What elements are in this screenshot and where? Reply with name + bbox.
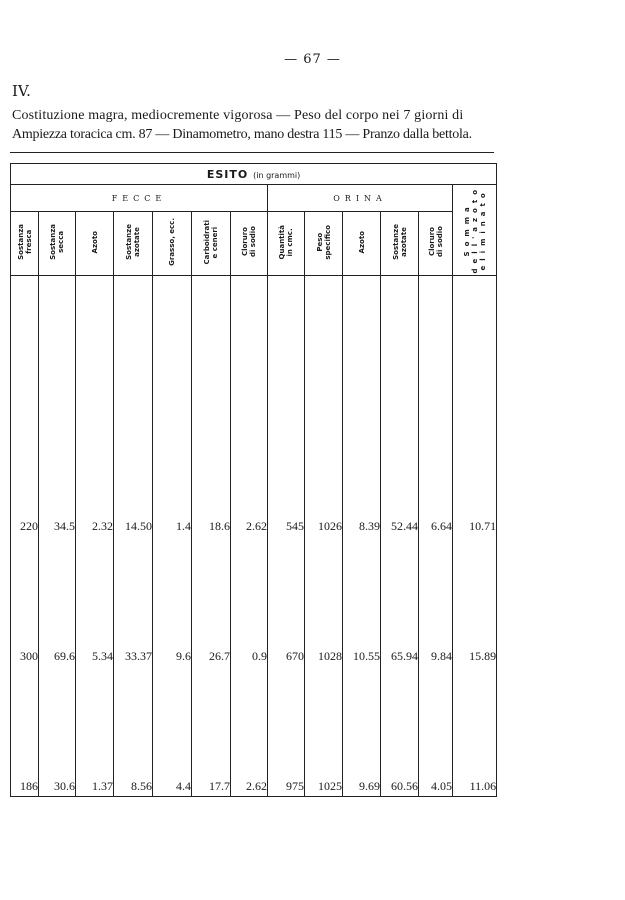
table-cell: 52.44 <box>381 276 419 539</box>
description-line-2: Ampiezza toracica cm. 87 — Dinamometro, mano destra 115 — Pranzo dalla bettola. <box>12 127 472 142</box>
col-header-9: Azoto <box>343 212 381 276</box>
table-cell: 10.55 <box>343 538 381 668</box>
section-number: IV. <box>12 82 31 100</box>
table-cell: 8.56 <box>114 668 153 797</box>
esito-table <box>10 163 497 797</box>
table-cell: 186 <box>11 668 39 797</box>
table-cell: 1.37 <box>76 668 114 797</box>
table-cell: 15.89 <box>453 538 497 668</box>
col-header-5: Carboidrati e ceneri <box>192 212 231 276</box>
table-cell: 26.7 <box>192 538 231 668</box>
col-header-10: Sostanze azotate <box>381 212 419 276</box>
table-cell: 14.50 <box>114 276 153 539</box>
page-number: — 67 — <box>284 52 341 67</box>
table-cell: 33.37 <box>114 538 153 668</box>
header-esito-row <box>11 164 497 185</box>
table-cell: 220 <box>11 276 39 539</box>
table-cell: 4.05 <box>419 668 453 797</box>
esito-title: ESITO (in grammi) <box>11 164 497 185</box>
col-header-0: Sostanza fresca <box>11 212 39 276</box>
table-cell: 1026 <box>305 276 343 539</box>
table-cell: 670 <box>268 538 305 668</box>
table-cell: 18.6 <box>192 276 231 539</box>
table-cell: 6.64 <box>419 276 453 539</box>
table-cell: 545 <box>268 276 305 539</box>
table-cell: 1.4 <box>153 276 192 539</box>
table-cell: 2.32 <box>76 276 114 539</box>
table-cell: 9.69 <box>343 668 381 797</box>
esito-subtitle: (in grammi) <box>253 170 301 180</box>
table-cell: 2.62 <box>231 668 268 797</box>
table-cell: 5.34 <box>76 538 114 668</box>
col-header-2: Azoto <box>76 212 114 276</box>
table-cell: 9.6 <box>153 538 192 668</box>
group-urine: ORINA <box>268 185 453 212</box>
table-cell: 10.71 <box>453 276 497 539</box>
table-cell: 17.7 <box>192 668 231 797</box>
col-header-8: Peso specifico <box>305 212 343 276</box>
table-cell: 65.94 <box>381 538 419 668</box>
table-cell: 0.9 <box>231 538 268 668</box>
table-cell: 1028 <box>305 538 343 668</box>
header-group-row <box>11 185 497 212</box>
top-rule <box>10 152 494 153</box>
table-cell: 9.84 <box>419 538 453 668</box>
table-cell: 975 <box>268 668 305 797</box>
col-header-1: Sostanza secca <box>39 212 76 276</box>
table-cell: 34.5 <box>39 276 76 539</box>
table-cell: 300 <box>11 538 39 668</box>
col-header-11: Cloruro di sodio <box>419 212 453 276</box>
table-row <box>11 276 497 539</box>
table-cell: 2.62 <box>231 276 268 539</box>
table-cell: 60.56 <box>381 668 419 797</box>
table-cell: 11.06 <box>453 668 497 797</box>
table-cell: 4.4 <box>153 668 192 797</box>
table-cell: 8.39 <box>343 276 381 539</box>
table-row <box>11 668 497 797</box>
col-header-3: Sostanze azotate <box>114 212 153 276</box>
col-header-4: Grasso, ecc. <box>153 212 192 276</box>
col-header-12: Somma dell'azoto eliminato <box>453 185 497 276</box>
table-cell: 1025 <box>305 668 343 797</box>
table-row <box>11 538 497 668</box>
header-columns-row <box>11 212 497 276</box>
table-cell: 30.6 <box>39 668 76 797</box>
description-line-1: Costituzione magra, mediocremente vigorosa — Peso del corpo nei 7 giorni di <box>12 108 464 123</box>
group-feces: FECCE <box>11 185 268 212</box>
col-header-7: Quantità in cmc. <box>268 212 305 276</box>
table-cell: 69.6 <box>39 538 76 668</box>
col-header-6: Cloruro di sodio <box>231 212 268 276</box>
